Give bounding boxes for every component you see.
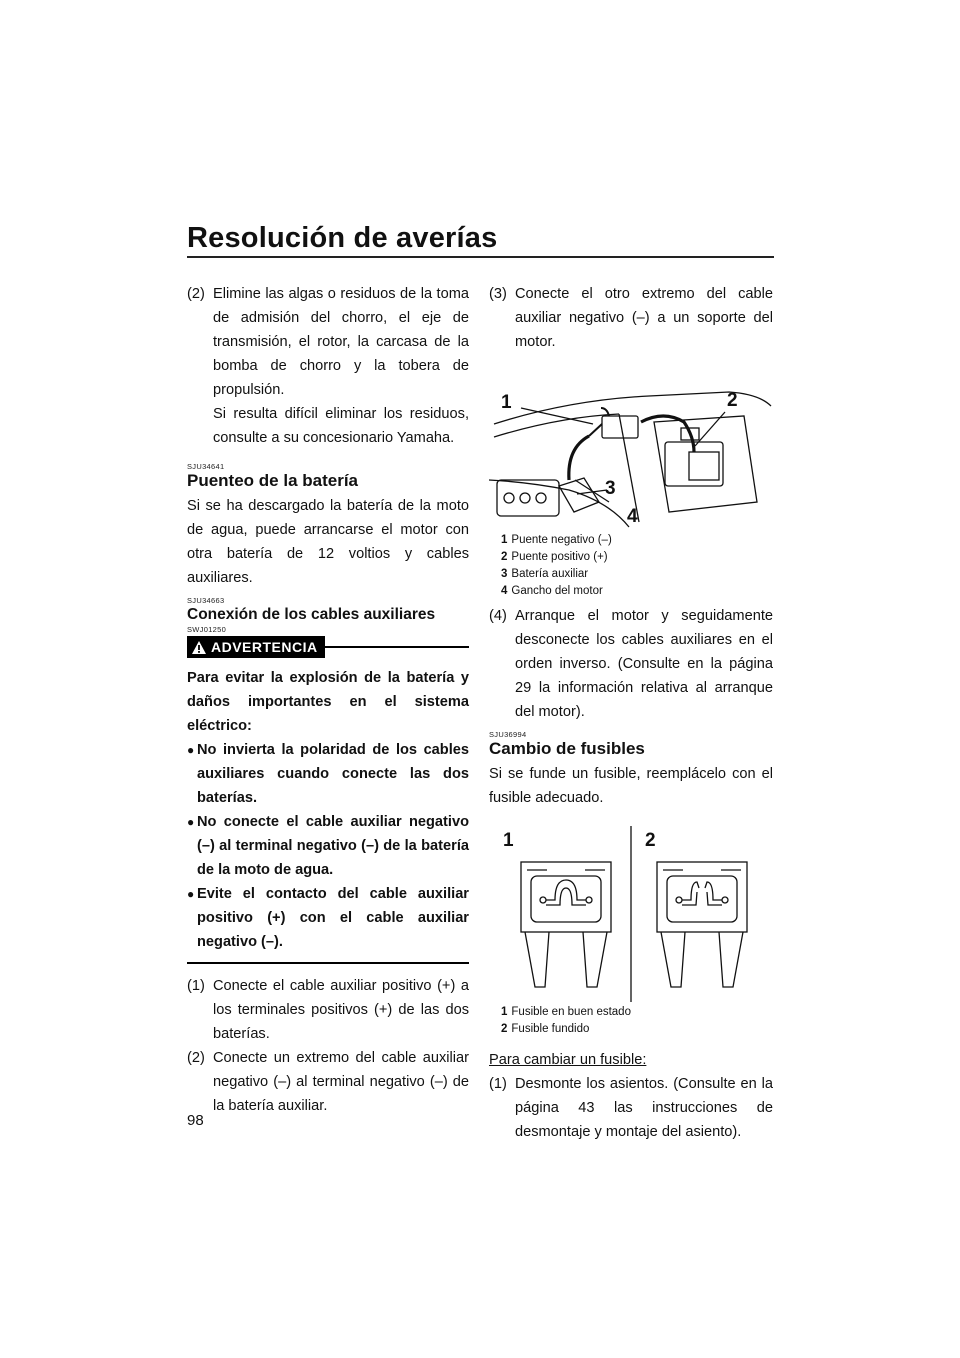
warning-header: [187, 636, 469, 658]
subsection-heading: Conexión de los cables auxiliares: [187, 606, 436, 623]
step-item: (1) Conecte el cable auxiliar positivo (+) a los terminales positivos (+) de las dos baterías.: [187, 978, 469, 1042]
warning-label: ADVERTENCIA: [211, 639, 318, 655]
paragraph: Si se funde un fusible, reemplácelo con el fusible adecuado.: [489, 766, 773, 806]
callout-4: 4: [627, 506, 638, 527]
warning-rule: [325, 646, 469, 648]
warning-item: ● No conecte el cable auxiliar negativo (–) al terminal negativo (–) de la batería de la moto de agua.: [187, 814, 469, 878]
callout-1: 1: [503, 830, 514, 851]
step-item: (3) Conecte el otro extremo del cable auxiliar negativo (–) a un soporte del motor.: [489, 286, 773, 350]
figure-caption: 1 Fusible en buen estado 2 Fusible fundido: [501, 1006, 631, 1035]
warning-intro: Para evitar la explosión de la batería y daños importantes en el sistema eléctrico:: [187, 670, 469, 734]
procedure-heading: Para cambiar un fusible:: [489, 1052, 647, 1068]
warning-item: ● Evite el contacto del cable auxiliar positivo (+) con el cable auxiliar negativo (–).: [187, 886, 469, 950]
callout-2: 2: [727, 390, 738, 411]
section-code: SJU36994: [489, 730, 527, 739]
step-item: (1) Desmonte los asientos. (Consulte en la página 43 las instrucciones de desmontaje y montaje del asiento).: [489, 1076, 773, 1140]
header-rule: [187, 256, 774, 258]
figure-caption: 1 Puente negativo (–) 2 Puente positivo (+) 3 Batería auxiliar 4 Gancho del motor: [501, 534, 612, 597]
warning-badge: [187, 636, 325, 658]
fuse-figure: [489, 822, 773, 1004]
warning-body: [187, 666, 469, 954]
page-title: Resolución de averías: [187, 222, 498, 254]
callout-3: 3: [605, 478, 616, 499]
jump-start-illustration: [489, 362, 773, 530]
section-heading: Cambio de fusibles: [489, 739, 645, 758]
callout-1: 1: [501, 392, 512, 413]
warning-code: SWJ01250: [187, 625, 227, 634]
warning-end-rule: [187, 962, 469, 964]
section-heading: Puenteo de la batería: [187, 471, 358, 490]
step-item: [187, 282, 469, 402]
step-item: (2) Conecte un extremo del cable auxiliar negativo (–) al terminal negativo (–) de la batería auxiliar.: [187, 1050, 469, 1114]
callout-2: 2: [645, 830, 656, 851]
fuse-illustration: [489, 822, 773, 1004]
warning-triangle-icon: [191, 640, 207, 655]
step-continuation: Si resulta difícil eliminar los residuos, consulte a su concesionario Yamaha.: [213, 406, 469, 446]
step-item: (4) Arranque el motor y seguidamente desconecte los cables auxiliares en el orden inverso. (Consulte en la página 29 la información relativa al arranque del motor).: [489, 608, 773, 720]
section-code: SJU34663: [187, 596, 225, 605]
paragraph: Si se ha descargado la batería de la moto de agua, puede arrancarse el motor con otra batería de 12 voltios y cables auxiliares.: [187, 498, 469, 586]
step-text: Elimine las algas o residuos de la toma de admisión del chorro, el eje de transmisión, el rotor, la carcasa de la bomba de chorro y la tobera de propulsión.: [213, 286, 469, 398]
step-number: (2): [187, 286, 205, 302]
right-column: [489, 282, 773, 1144]
battery-jump-figure: [489, 362, 773, 530]
left-column: [187, 282, 469, 1118]
warning-item: ● No invierta la polaridad de los cables auxiliares cuando conecte las dos baterías.: [187, 742, 469, 806]
section-code: SJU34641: [187, 462, 225, 471]
page-number: 98: [187, 1112, 204, 1129]
